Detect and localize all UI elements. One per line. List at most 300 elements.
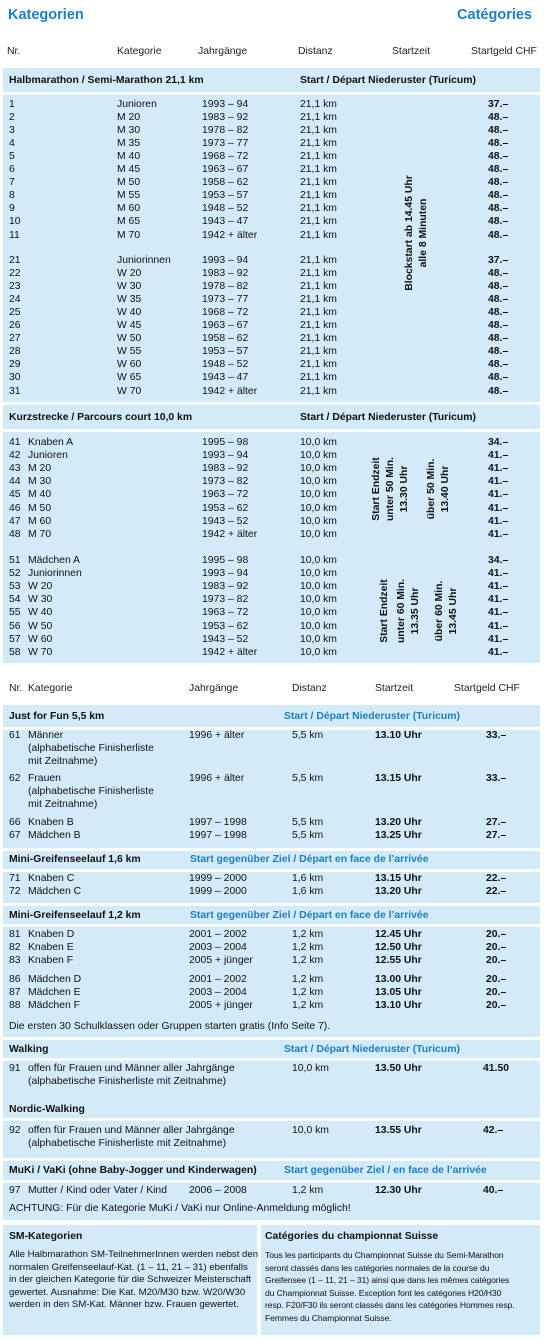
row-category: Knaben C [28, 873, 75, 884]
row-distance: 10,0 km [300, 581, 337, 593]
row-distance: 21,1 km [300, 203, 337, 215]
row-category: W 30 [117, 281, 142, 293]
row-category: Juniorinnen [28, 568, 82, 580]
nordic-sub: (alphabetische Finisherliste mit Zeitnahme) [28, 1138, 227, 1149]
row-distance: 10,0 km [300, 437, 337, 448]
row-years: 1942 + älter [202, 385, 258, 397]
table-row [0, 872, 545, 885]
row-nr: 45 [9, 489, 21, 501]
row-nr: 57 [9, 633, 21, 645]
table-row [0, 593, 545, 606]
row-nr: 43 [9, 463, 21, 475]
row-nr: 47 [9, 515, 21, 527]
table-row [0, 280, 545, 293]
row-years: 1983 – 92 [202, 268, 249, 280]
table-row [0, 345, 545, 358]
row-category: W 65 [117, 372, 142, 384]
row-nr: 88 [9, 1000, 21, 1011]
row-fee: 48.– [488, 203, 509, 215]
row-distance: 1,2 km [292, 974, 324, 985]
divider [3, 848, 540, 851]
row-fee: 48.– [488, 333, 509, 345]
row-years: 1978 – 82 [202, 125, 249, 137]
divider [3, 1058, 540, 1061]
row-years: 1983 – 92 [202, 581, 249, 593]
table-row [0, 98, 545, 111]
row-years: 1953 – 62 [202, 502, 249, 514]
table-row [0, 202, 545, 215]
row-years: 1948 – 52 [202, 203, 249, 215]
row-category: Mädchen A [28, 555, 80, 566]
row-nr: 24 [9, 294, 21, 306]
row-fee: 48.– [488, 307, 509, 319]
row-fee: 22.– [486, 886, 507, 897]
row-category: M 35 [117, 138, 141, 150]
row-category: Mädchen C [28, 886, 82, 897]
row-fee: 48.– [488, 112, 509, 124]
row-years: 1958 – 62 [202, 333, 249, 345]
row-nr: 1 [9, 99, 15, 110]
row-fee: 48.– [488, 359, 509, 371]
row-distance: 10,0 km [300, 476, 337, 488]
row-distance: 21,1 km [300, 164, 337, 176]
row-time: 13.15 Uhr [375, 873, 422, 884]
short-men-note-c: über 50 Min. 13.40 Uhr [426, 458, 451, 520]
row-category: M 60 [117, 203, 141, 215]
row-category: Mädchen B [28, 830, 81, 841]
section-title: MuKi / VaKi (ohne Baby-Jogger und Kinderwagen) [9, 1165, 257, 1176]
divider [3, 1180, 540, 1183]
col-kategorie: Kategorie [117, 46, 162, 57]
table-row [0, 567, 545, 580]
row-time: 13.25 Uhr [375, 830, 422, 841]
row-distance: 21,1 km [300, 151, 337, 163]
short-men-note-b: unter 50 Min. 13.30 Uhr [385, 456, 410, 522]
row-distance: 21,1 km [300, 385, 337, 397]
row-years: 1968 – 72 [202, 307, 249, 319]
row-distance: 1,6 km [292, 886, 324, 897]
row-fee: 37.– [488, 255, 509, 266]
row-category: W 30 [28, 594, 53, 606]
row-category: M 30 [28, 476, 52, 488]
col-jahrgaenge: Jahrgänge [198, 46, 248, 57]
row-nr: 29 [9, 359, 21, 371]
row-category: W 70 [28, 646, 53, 658]
row-fee: 48.– [488, 320, 509, 332]
row-distance: 21,1 km [300, 268, 337, 280]
row-nr: 8 [9, 190, 15, 202]
fun-men-row: 61 Männer 1996 + älter 5,5 km 13.10 Uhr 33.– [9, 730, 507, 741]
divider [3, 1118, 540, 1121]
table-row [0, 229, 545, 242]
row-nr: 21 [9, 255, 21, 266]
fun-women-row: 62 Frauen 1996 + älter 5,5 km 13.15 Uhr 33.– [9, 773, 507, 784]
table-row [0, 267, 545, 280]
row-years: 1943 – 47 [202, 372, 249, 384]
row-fee: 20.– [486, 974, 507, 985]
row-category: M 65 [117, 216, 141, 228]
text-line: Tous les participants du Championnat Suisse du Semi-Marathon [265, 1250, 504, 1260]
section-title: Kurzstrecke / Parcours court 10,0 km [9, 412, 193, 423]
row-nr: 30 [9, 372, 21, 384]
table-row [0, 515, 545, 528]
row-category: W 40 [28, 607, 53, 619]
row-distance: 10,0 km [300, 607, 337, 619]
row-fee: 41.– [488, 581, 509, 593]
row-distance: 10,0 km [300, 620, 337, 632]
row-category: Junioren [117, 99, 157, 110]
row-category: M 20 [117, 112, 141, 124]
row-years: 1973 – 82 [202, 476, 249, 488]
text-line: du Championnat Suisse. Exception font les catégories H20/H30 [265, 1287, 502, 1298]
row-years: 1993 – 94 [202, 568, 249, 580]
text-line: Alle Halbmarathon SM-TeilnehmerInnen werden nebst den [9, 1249, 259, 1260]
table-row [0, 941, 545, 954]
row-distance: 10,0 km [300, 594, 337, 606]
table-row [0, 332, 545, 345]
divider [3, 1158, 540, 1161]
table-row [0, 620, 545, 633]
table-row [0, 371, 545, 384]
row-nr: 27 [9, 333, 21, 345]
section-title: Mini-Greifenseelauf 1,6 km [9, 854, 141, 865]
row-fee: 48.– [488, 125, 509, 137]
row-time: 12.55 Uhr [375, 955, 422, 966]
row-fee: 48.– [488, 151, 509, 163]
section-start: Start / Départ Niederuster (Turicum) [284, 711, 460, 722]
row-category: M 40 [28, 489, 52, 501]
row-distance: 5,5 km [292, 817, 324, 828]
col-jahrgaenge: Jahrgänge [189, 683, 239, 694]
row-distance: 10,0 km [300, 463, 337, 475]
text-line: werden in den SM-Kat. Männer bzw. Frauen gewertet. [9, 1299, 239, 1311]
row-years: 1942 + älter [202, 646, 258, 658]
row-nr: 72 [9, 886, 21, 897]
short-men-note-a: Start Endzeit [371, 457, 382, 521]
table-row [0, 973, 545, 986]
row-years: 2001 – 2002 [189, 974, 247, 985]
table-row [0, 580, 545, 593]
row-years: 1963 – 72 [202, 607, 249, 619]
row-nr: 41 [9, 437, 21, 448]
walking-heading [0, 1043, 545, 1056]
table-row [0, 528, 545, 541]
row-time: 12.45 Uhr [375, 929, 422, 940]
muki-note: ACHTUNG: Für die Kategorie MuKi / VaKi nur Online-Anmeldung möglich! [9, 1203, 351, 1214]
col-startzeit: Startzeit [392, 46, 431, 57]
sm-fr-box [261, 1225, 540, 1335]
row-category: W 40 [117, 307, 142, 319]
row-years: 1993 – 94 [202, 255, 249, 266]
sm-de-title: SM-Kategorien [9, 1231, 83, 1242]
row-time: 13.00 Uhr [375, 974, 422, 985]
row-nr: 5 [9, 151, 15, 163]
row-distance: 21,1 km [300, 307, 337, 319]
row-years: 2001 – 2002 [189, 929, 247, 940]
nordic-heading [0, 1103, 545, 1116]
row-distance: 21,1 km [300, 281, 337, 293]
row-category: M 20 [28, 463, 52, 475]
row-years: 1999 – 2000 [189, 886, 247, 897]
table-row [0, 385, 545, 398]
table-row [0, 176, 545, 189]
divider [3, 924, 540, 927]
row-fee: 27.– [486, 830, 507, 841]
row-fee: 48.– [488, 294, 509, 306]
row-fee: 34.– [488, 437, 509, 448]
row-fee: 41.– [488, 568, 509, 580]
row-time: 13.20 Uhr [375, 817, 422, 828]
row-years: 1948 – 52 [202, 359, 249, 371]
table-row [0, 254, 545, 267]
text-line: resp. F20/F30 ils seront classés dans les catégories Hommes resp. [265, 1300, 515, 1311]
page-title-de: Kategorien [8, 7, 84, 23]
mini12-heading [0, 909, 545, 922]
row-category: W 20 [117, 268, 142, 280]
row-category: W 60 [28, 633, 53, 645]
row-fee: 48.– [488, 372, 509, 384]
row-category: M 70 [28, 528, 52, 540]
divider [3, 429, 540, 432]
row-distance: 21,1 km [300, 112, 337, 124]
section-start: Start gegenüber Ziel / en face de l’arrivée [284, 1165, 487, 1176]
row-category: Junioren [28, 450, 68, 462]
row-category: M 50 [117, 177, 141, 189]
row-years: 1993 – 94 [202, 99, 249, 110]
sm-de-box [3, 1225, 257, 1335]
row-nr: 23 [9, 281, 21, 293]
row-nr: 86 [9, 974, 21, 985]
row-category: M 30 [117, 125, 141, 137]
row-fee: 37.– [488, 99, 509, 110]
row-fee: 41.– [488, 450, 509, 462]
row-fee: 41.– [488, 646, 509, 658]
text-line: Femmes du Championnat Suisse. [265, 1312, 392, 1323]
muki-heading [0, 1164, 545, 1177]
row-distance: 1,6 km [292, 873, 324, 884]
fun-men-sub1: (alphabetische Finisherliste [28, 743, 154, 754]
row-category: Knaben A [28, 437, 74, 448]
row-distance: 10,0 km [300, 502, 337, 514]
row-years: 1997 – 1998 [189, 817, 247, 828]
row-fee: 48.– [488, 385, 509, 397]
row-years: 1973 – 77 [202, 294, 249, 306]
row-years: 1968 – 72 [202, 151, 249, 163]
row-fee: 48.– [488, 216, 509, 228]
row-distance: 21,1 km [300, 346, 337, 358]
row-nr: 25 [9, 307, 21, 319]
row-category: Mädchen E [28, 987, 81, 998]
row-nr: 31 [9, 385, 21, 397]
row-distance: 1,2 km [292, 929, 324, 940]
row-nr: 71 [9, 873, 21, 884]
row-years: 1953 – 57 [202, 346, 249, 358]
row-nr: 3 [9, 125, 15, 137]
row-time: 13.05 Uhr [375, 987, 422, 998]
table-row [0, 111, 545, 124]
walking-sub: (alphabetische Finisherliste mit Zeitnahme) [28, 1076, 227, 1087]
col-distanz: Distanz [298, 46, 333, 57]
col-nr: Nr. [7, 46, 21, 57]
row-years: 1999 – 2000 [189, 873, 247, 884]
row-nr: 42 [9, 450, 21, 462]
row-distance: 1,2 km [292, 1000, 324, 1011]
fun-women-sub1: (alphabetische Finisherliste [28, 786, 154, 797]
section-title: Nordic-Walking [9, 1104, 85, 1115]
row-nr: 54 [9, 594, 21, 606]
row-fee: 41.– [488, 633, 509, 645]
row-distance: 21,1 km [300, 99, 337, 110]
row-category: W 50 [28, 620, 53, 632]
row-category: Knaben B [28, 817, 74, 828]
row-fee: 20.– [486, 942, 507, 953]
section-title: Just for Fun 5,5 km [9, 711, 105, 722]
table-row [0, 606, 545, 619]
table-row [0, 293, 545, 306]
table-row [0, 150, 545, 163]
row-years: 1995 – 98 [202, 555, 249, 566]
text-line: normalen Greifenseelauf-Kat. (1 – 11, 21 – 31) ebenfalls [9, 1261, 248, 1273]
table-header [0, 45, 545, 58]
row-category: M 60 [28, 515, 52, 527]
row-category: W 35 [117, 294, 142, 306]
row-nr: 6 [9, 164, 15, 176]
col-startzeit: Startzeit [375, 683, 414, 694]
row-nr: 7 [9, 177, 15, 189]
table-row [0, 436, 545, 449]
table-row [0, 885, 545, 898]
table-row [0, 306, 545, 319]
row-nr: 66 [9, 817, 21, 828]
row-fee: 20.– [486, 955, 507, 966]
row-distance: 21,1 km [300, 138, 337, 150]
row-nr: 22 [9, 268, 21, 280]
row-nr: 82 [9, 942, 21, 953]
section-start: Start / Départ Niederuster (Turicum) [300, 75, 476, 86]
row-nr: 11 [9, 229, 20, 241]
row-nr: 26 [9, 320, 21, 332]
text-line: Greifensee (1 – 11, 21 – 31) ainsi que dans les mêmes catégories [265, 1275, 510, 1286]
text-line: seront classés dans les catégories normales de la course du [265, 1262, 490, 1273]
divider [3, 92, 540, 95]
row-distance: 21,1 km [300, 294, 337, 306]
row-nr: 44 [9, 476, 21, 488]
section-title: Halbmarathon / Semi-Marathon 21,1 km [9, 75, 204, 86]
row-distance: 21,1 km [300, 333, 337, 345]
table-row [0, 163, 545, 176]
row-years: 2003 – 2004 [189, 942, 247, 953]
row-nr: 56 [9, 620, 21, 632]
table-row [0, 137, 545, 150]
row-distance: 21,1 km [300, 372, 337, 384]
row-distance: 10,0 km [300, 568, 337, 580]
table-row [0, 928, 545, 941]
text-line: gewertet. Ausnahme: Die Kat. M20/M30 bzw. W20/W30 [9, 1286, 246, 1298]
table-row [0, 189, 545, 202]
row-category: Juniorinnen [117, 255, 171, 266]
sm-fr-text [265, 1249, 539, 1325]
row-fee: 48.– [488, 177, 509, 189]
row-nr: 4 [9, 138, 15, 150]
row-category: W 70 [117, 385, 142, 397]
row-years: 1993 – 94 [202, 450, 249, 462]
row-nr: 48 [9, 528, 21, 540]
table-row [0, 488, 545, 501]
row-distance: 10,0 km [300, 450, 337, 462]
row-years: 1958 – 62 [202, 177, 249, 189]
row-time: 13.20 Uhr [375, 886, 422, 897]
row-years: 1963 – 72 [202, 489, 249, 501]
row-distance: 21,1 km [300, 229, 337, 241]
row-nr: 58 [9, 646, 21, 658]
short-women-note-b: unter 60 Min. 13.35 Uhr [396, 578, 421, 644]
mini12-note: Die ersten 30 Schulklassen oder Gruppen starten gratis (Info Seite 7). [9, 1021, 331, 1032]
row-fee: 48.– [488, 346, 509, 358]
row-fee: 41.– [488, 620, 509, 632]
short-women-note-a: Start Endzeit [379, 579, 390, 643]
row-fee: 41.– [488, 476, 509, 488]
row-nr: 9 [9, 203, 15, 215]
row-time: 12.50 Uhr [375, 942, 422, 953]
row-distance: 10,0 km [300, 515, 337, 527]
row-distance: 1,2 km [292, 987, 324, 998]
table-row [0, 502, 545, 515]
page-title-fr: Catégories [457, 7, 532, 23]
row-nr: 83 [9, 955, 21, 966]
row-category: W 45 [117, 320, 142, 332]
col-startgeld: Startgeld CHF [454, 683, 520, 694]
row-distance: 1,2 km [292, 955, 324, 966]
fun-heading [0, 710, 545, 723]
row-distance: 10,0 km [300, 646, 337, 658]
col-kategorie: Kategorie [28, 683, 73, 694]
row-fee: 48.– [488, 268, 509, 280]
section-title: Walking [9, 1044, 49, 1055]
row-years: 1997 – 1998 [189, 830, 247, 841]
row-years: 1983 – 92 [202, 463, 249, 475]
text-line: in der gleichen Kategorie für die Schweizer Meisterschaft [9, 1274, 252, 1286]
table-row [0, 358, 545, 371]
row-nr: 53 [9, 581, 21, 593]
walking-row: 91 offen für Frauen und Männer aller Jahrgänge 10,0 km 13.50 Uhr 41.50 [9, 1063, 510, 1074]
table-row [0, 554, 545, 567]
row-distance: 21,1 km [300, 255, 337, 266]
table-row [0, 954, 545, 967]
section-start: Start gegenüber Ziel / Départ en face de l’arrivée [190, 910, 429, 921]
table-row [0, 829, 545, 842]
table-row [0, 124, 545, 137]
row-distance: 21,1 km [300, 177, 337, 189]
table-row [0, 986, 545, 999]
row-fee: 20.– [486, 1000, 507, 1011]
row-fee: 22.– [486, 873, 507, 884]
row-nr: 10 [9, 216, 21, 228]
row-years: 1995 – 98 [202, 437, 249, 448]
row-years: 2005 + jünger [189, 955, 253, 966]
row-fee: 48.– [488, 138, 509, 150]
sm-fr-title: Catégories du championnat Suisse [265, 1231, 439, 1242]
row-distance: 5,5 km [292, 830, 324, 841]
col-startgeld: Startgeld CHF [471, 46, 537, 57]
row-years: 1942 + älter [202, 229, 258, 241]
table-row [0, 462, 545, 475]
row-years: 2005 + jünger [189, 1000, 253, 1011]
fun-men-sub2: mit Zeitnahme) [28, 756, 98, 767]
col-nr: Nr. [9, 683, 23, 694]
table-row [0, 999, 545, 1012]
row-distance: 1,2 km [292, 942, 324, 953]
row-years: 1963 – 67 [202, 320, 249, 332]
